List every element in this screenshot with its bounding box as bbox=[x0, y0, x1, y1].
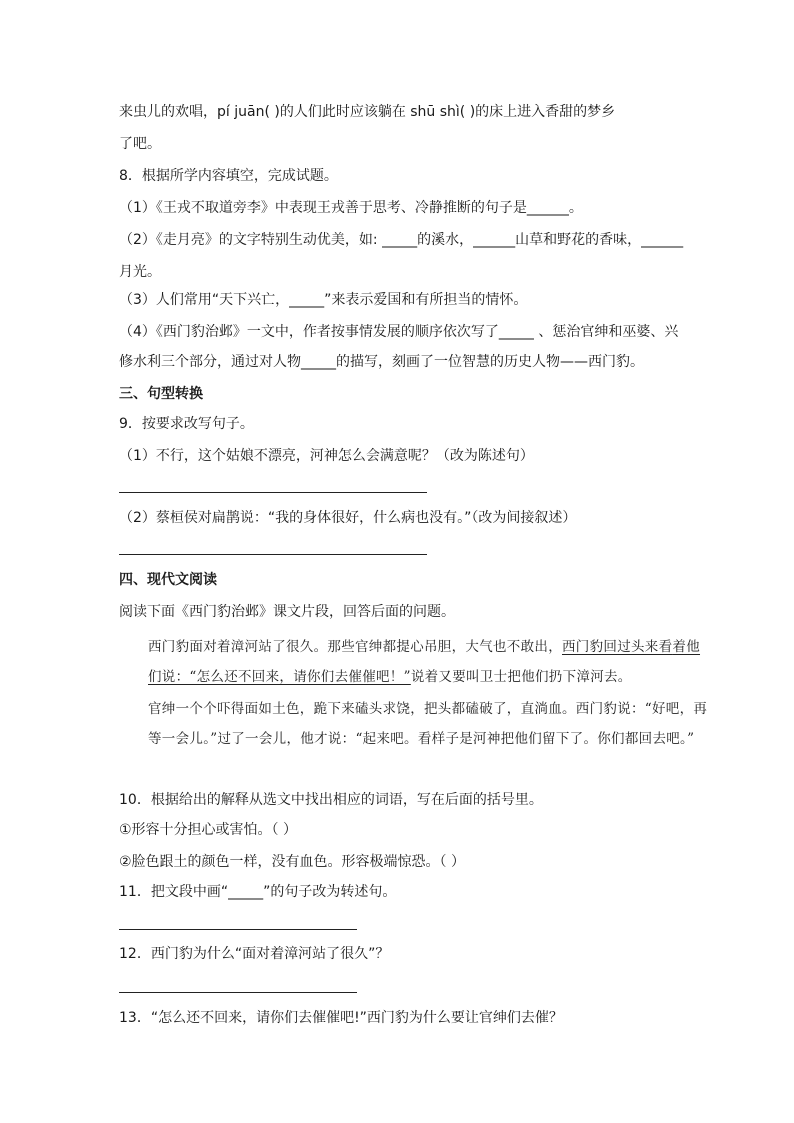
question-8-4-cont: 修水利三个部分，通过对人物_____的描写，刻画了一位智慧的历史人物——西门豹。 bbox=[119, 354, 644, 370]
question-12: 12．西门豹为什么“面对着漳河站了很久”？ bbox=[119, 946, 390, 962]
question-10: 10．根据给出的解释从选文中找出相应的词语，写在后面的括号里。 bbox=[119, 792, 543, 808]
question-8-2-cont: 月光。 bbox=[119, 264, 161, 280]
answer-line bbox=[119, 492, 427, 493]
question-10-2: ②脸色跟土的颜色一样，没有血色。形容极端惊恐。（ ） bbox=[119, 854, 465, 870]
underlined-sentence: 西门豹回过头来看 bbox=[562, 639, 673, 655]
line-1: 来虫儿的欢唱，pí juān( )的人们此时应该躺在 shū shì( )的床上进入香甜的梦乡 bbox=[119, 104, 616, 120]
answer-line bbox=[119, 554, 427, 555]
reading-intro: 阅读下面《西门豹治邺》课文片段，回答后面的问题。 bbox=[119, 604, 455, 620]
passage-text: 西门豹面对着漳河站了很久。那些官绅都提心吊胆，大气也不敢出， bbox=[148, 639, 562, 655]
question-9: 9．按要求改写句子。 bbox=[119, 416, 254, 432]
question-8-3: （3）人们常用“天下兴亡，_____”来表示爱国和有所担当的情怀。 bbox=[119, 292, 528, 308]
section-4-heading: 四、现代文阅读 bbox=[119, 572, 217, 588]
passage-paragraph-1 bbox=[119, 632, 708, 692]
passage-text: 说着又要叫卫士把他们扔下漳河去。 bbox=[410, 669, 632, 685]
question-9-1: （1）不行，这个姑娘不漂亮，河神怎么会满意呢？（改为陈述句） bbox=[119, 448, 534, 464]
question-8-4: （4）《西门豹治邺》一文中，作者按事情发展的顺序依次写了_____ 、惩治官绅和巫婆、兴 bbox=[119, 324, 679, 340]
question-13: 13．“怎么还不回来，请你们去催催吧!”西门豹为什么要让官绅们去催？ bbox=[119, 1010, 563, 1026]
question-11: 11．把文段中画“_____”的句子改为转述句。 bbox=[119, 884, 397, 900]
section-3-heading: 三、句型转换 bbox=[119, 386, 203, 402]
underlined-sentence: 着他们说：“怎么还不回来，请你们去催催吧！” bbox=[148, 639, 701, 685]
answer-line bbox=[119, 929, 357, 930]
answer-line bbox=[119, 992, 357, 993]
question-10-1: ①形容十分担心或害怕。（ ） bbox=[119, 822, 298, 838]
question-9-2: （2）蔡桓侯对扁鹊说：“我的身体很好，什么病也没有。”（改为间接叙述） bbox=[119, 510, 577, 526]
question-8-2: （2）《走月亮》的文字特别生动优美，如: _____的溪水，______山草和野花的香味，______ bbox=[119, 232, 684, 248]
line-2: 了吧。 bbox=[119, 136, 161, 152]
passage-paragraph-2: 官绅一个个吓得面如土色，跪下来磕头求饶，把头都磕破了，直淌血。西门豹说：“好吧，再等一会儿。”过了一会儿，他才说：“起来吧。看样子是河神把他们留下了。你们都回去吧。” bbox=[148, 701, 708, 747]
question-8: 8．根据所学内容填空，完成试题。 bbox=[119, 168, 338, 184]
question-8-1: （1）《王戎不取道旁李》中表现王戎善于思考、冷静推断的句子是______。 bbox=[119, 200, 583, 216]
